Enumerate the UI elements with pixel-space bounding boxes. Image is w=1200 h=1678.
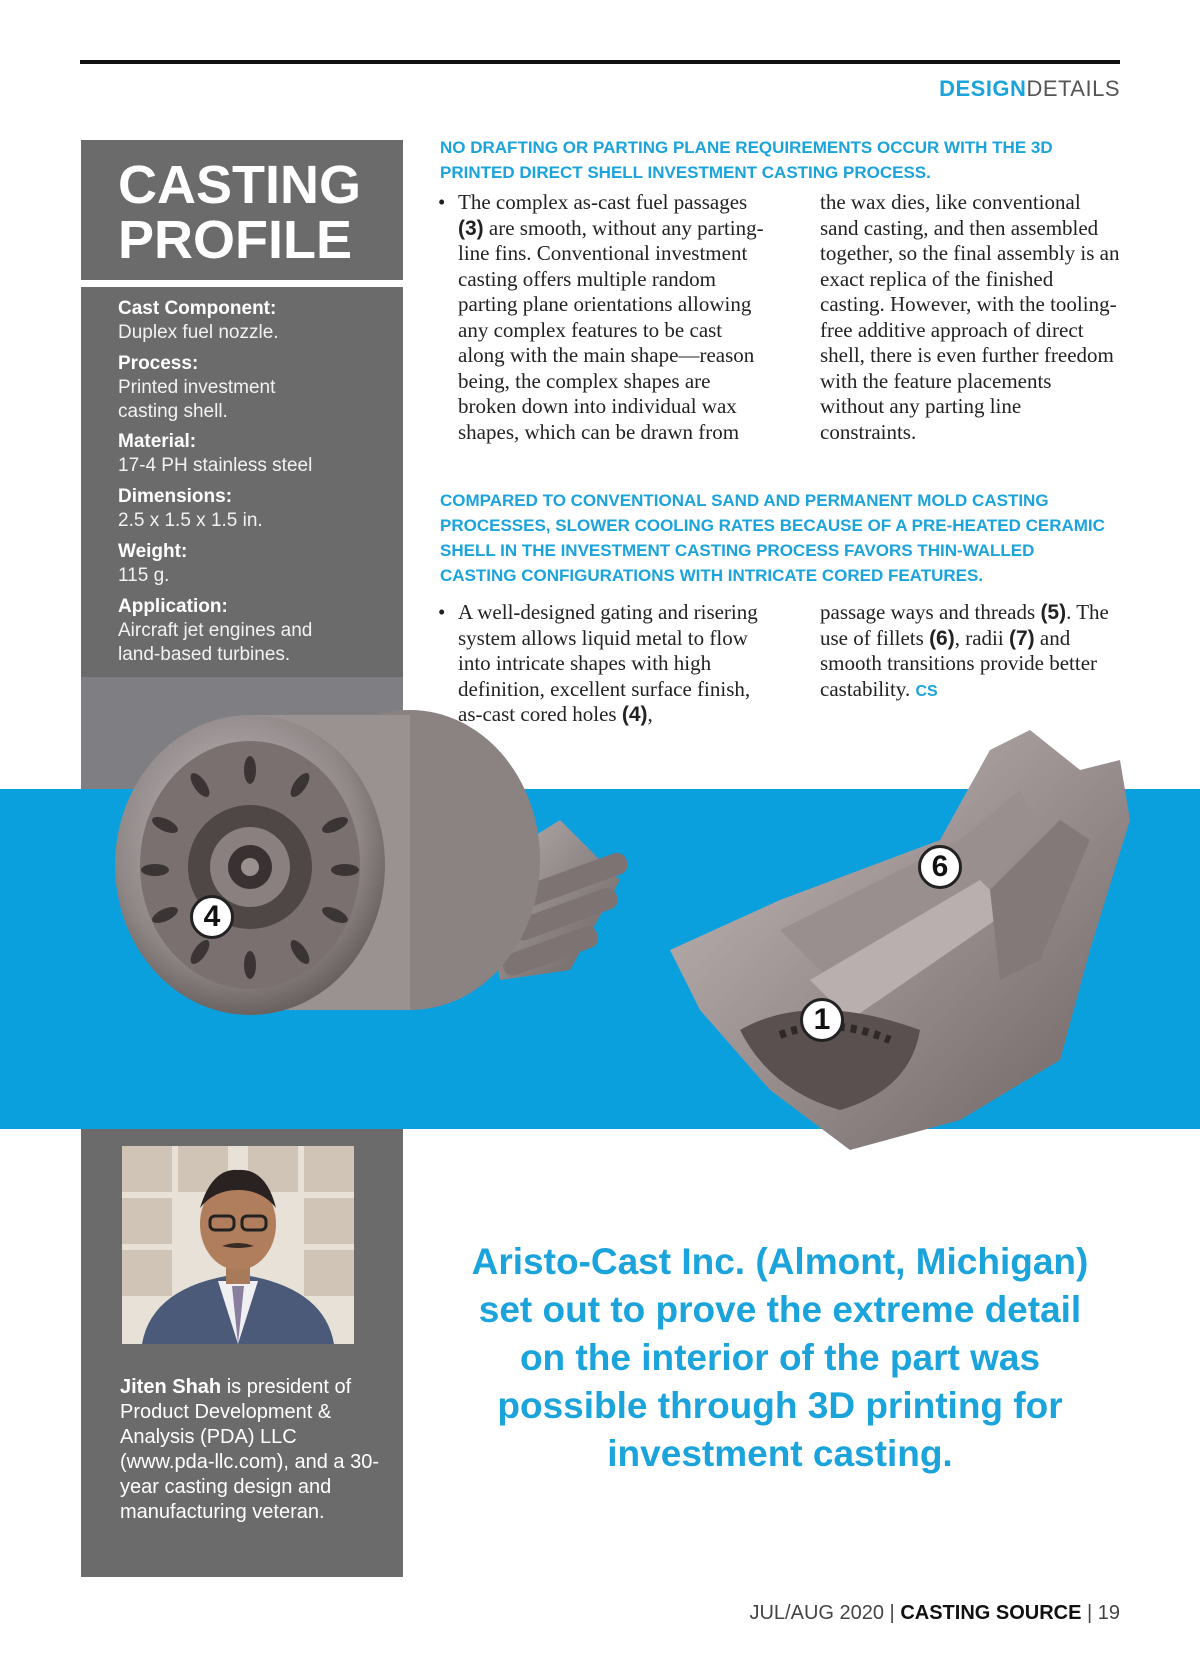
spec-application [118,595,333,667]
ref-3: (3) [458,216,484,240]
section-2-col1-text-b: , [647,702,653,726]
spec-process [118,352,308,424]
author-bio [120,1375,382,1525]
pull-quote: Aristo-Cast Inc. (Almont, Michigan) set out to prove the extreme detail on the interior of the part was possible through 3D printing for investment casting. [471,1241,1089,1474]
spec-weight [118,540,388,588]
cutaway-part-photo [660,730,1130,1170]
section-1-column-1 [438,190,770,445]
callout-4: 4 [190,895,234,939]
section-2-column-2 [820,600,1110,704]
spec-key: Material: [118,431,197,452]
top-rule [80,60,1120,64]
casting-profile-header [81,140,403,280]
spec-key: Dimensions: [118,486,233,507]
title-line-1: CASTING [118,155,361,215]
spec-key: Process: [118,353,199,374]
callout-1: 1 [800,998,844,1042]
section-tag-light: DETAILS [1026,76,1120,101]
section-2-col2-text-c: , radii [954,625,1009,650]
author-description: is president of Product Development & Analysis (PDA) LLC (www.pda-llc.com), and a 30-year casting design and manufacturing veteran. [120,1376,379,1523]
spec-key: Cast Component: [118,298,277,319]
section-1-headline: NO DRAFTING OR PARTING PLANE REQUIREMENTS OCCUR WITH THE 3D PRINTED DIRECT SHELL INVESTMENT CASTING PROCESS. [440,138,1053,182]
page-number: 19 [1097,1602,1120,1624]
page-footer: JUL/AUG 2020 | CASTING SOURCE | 19 [749,1602,1120,1624]
spec-value: Duplex fuel nozzle. [118,322,279,343]
magazine-name: CASTING SOURCE [900,1602,1082,1624]
spec-value: 17-4 PH stainless steel [118,455,313,476]
end-mark: CS [915,682,938,700]
fuel-nozzle-photo [100,690,660,1060]
section-2-col2-text-a: passage ways and threads [820,600,1041,624]
spec-value: 115 g. [118,565,170,586]
section-2-headline: COMPARED TO CONVENTIONAL SAND AND PERMANENT MOLD CASTING PROCESSES, SLOWER COOLING RATES BECAUSE OF A PRE-HEATED CERAMIC SHELL IN THE INVESTMENT CASTING PROCESS FAVORS THIN-WALLED CASTING CONFIGURATIONS WITH INTRICATE CORED FEATURES. [440,491,1105,585]
casting-profile-title [118,155,361,270]
section-tag [939,76,1120,102]
spec-cast-component [118,297,388,345]
section-2-col2-text-b: . The use of fillets [820,600,1109,650]
ref-4: (4) [621,703,648,726]
section-2-col2-text-d: and smooth transitions provide better castability. [820,625,1098,701]
section-2-col1-text-a: A well-designed gating and risering system allows liquid metal to flow into intricate shapes with high definition, excellent surface finish, as-cast cored holes [458,600,758,726]
casting-profile-specs [81,287,403,677]
author-name: Jiten Shah [120,1376,222,1398]
spec-value: Printed investment casting shell. [118,377,276,422]
section-1-col1-text-a: The complex as-cast fuel passages [458,190,748,214]
spec-value: 2.5 x 1.5 x 1.5 in. [118,510,263,531]
title-line-2: PROFILE [118,210,353,270]
spec-key: Weight: [118,541,188,562]
issue-date: JUL/AUG 2020 [749,1602,884,1624]
callout-6: 6 [918,845,962,889]
author-photo [122,1146,354,1344]
spec-key: Application: [118,596,228,617]
ref-6: (6) [929,626,955,650]
spec-value: Aircraft jet engines and land-based turbines. [118,620,313,665]
section-1-column-2: the wax dies, like conventional sand casting, and then assembled together, so the final assembly is an exact replica of the finished casting. However, with the tooling-free additive approach of direct shell, there is even further freedom with the feature placements without any parting line constraints. [820,190,1120,444]
spec-dimensions [118,485,388,533]
ref-5: (5) [1040,601,1067,624]
section-tag-bold: DESIGN [939,76,1027,101]
section-1-col1-text-b: are smooth, without any parting-line fins. Conventional investment casting offers multiple random parting plane orientations allowing any complex features to be cast along with the main shape—reason being, the complex shapes are broken down into individual wax shapes, which can be drawn from [458,215,764,444]
ref-7: (7) [1008,626,1035,650]
author-portrait-icon [122,1146,354,1344]
author-box [81,1129,403,1577]
spec-material [118,430,388,478]
